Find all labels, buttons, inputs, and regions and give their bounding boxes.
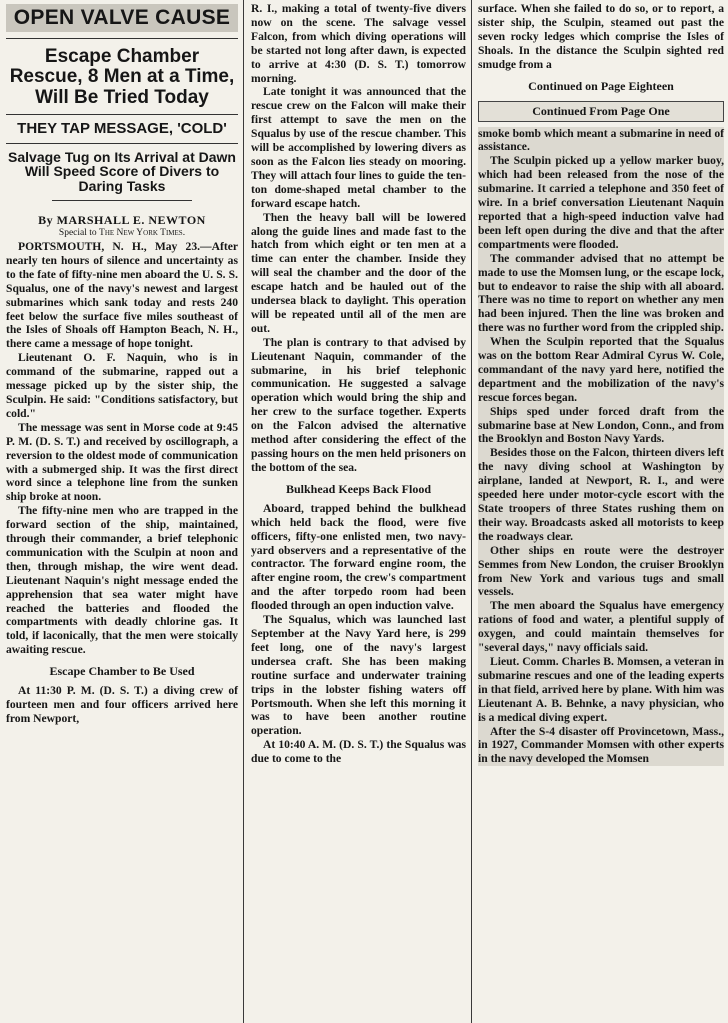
paragraph: The Sculpin picked up a yellow marker buoy, which had been released from the nose of the submarine. It carried a telephone and 350 feet of wire. In a brief conversation Lieutenant Naquin reported that a high-speed induction valve had been left open during the dive and that the after compartments were flooded. — [478, 154, 724, 251]
deck-headline-1: Escape Chamber Rescue, 8 Men at a Time, Will Be Tried Today — [9, 46, 235, 108]
paragraph: The fifty-nine men who are trapped in the forward section of the ship, maintained, through their commander, a brief telephonic communication with the Sculpin at noon and then, through mishap, the wire went dead. Lieutenant Naquin's night message ended the apprehension that sea water might have reached the batteries and flooded the compartments with deadly chlorine gas. It told, if laconically, that the men were stoically awaiting rescue. — [6, 504, 238, 657]
paragraph: smoke bomb which meant a submarine in need of assistance. — [478, 126, 724, 154]
column-1 — [0, 0, 244, 1023]
subhead-escape-chamber: Escape Chamber to Be Used — [49, 664, 195, 679]
deck-rule-1 — [6, 114, 238, 115]
paragraph: The Squalus, which was launched last September at the Navy Yard here, is 299 feet long, one of the navy's largest undersea craft. She has been making routine surface and underwater training trips in the lobster fishing waters off Portsmouth. When she left this morning it was to have been another routine operation. — [251, 613, 466, 738]
paragraph: The plan is contrary to that advised by Lieutenant Naquin, commander of the submarine, in his brief telephonic communication. He suggested a salvage operation which would bring the ship and her crew to the surface together. Experts on the Falcon advised the alternative method after considering the effect of the passing hours on the men held prisoners on the bottom of the sea. — [251, 335, 466, 474]
paragraph: After the S-4 disaster off Provincetown, Mass., in 1927, Commander Momsen with other experts in the navy developed the Momsen — [478, 724, 724, 766]
paragraph: The message was sent in Morse code at 9:45 P. M. (D. S. T.) and received by oscillograph, a reversion to the oldest mode of communication with a submerged ship. It was the first direct word since a telephone line from the sunken ship broke at noon. — [6, 420, 238, 504]
paragraph: The men aboard the Squalus have emergency rations of food and water, a plentiful supply of oxygen, and could maintain themselves for "several days," navy officials said. — [478, 599, 724, 655]
special-paper: The New York Times — [99, 228, 183, 238]
deck-rule-3 — [52, 200, 191, 201]
continued-from-note: Continued From Page One — [478, 101, 724, 122]
subhead-bulkhead: Bulkhead Keeps Back Flood — [285, 481, 432, 496]
paragraph: Ships sped under forced draft from the submarine base at New London, Conn., and from the Brooklyn and Boston Navy Yards. — [478, 404, 724, 446]
headline-rule — [6, 38, 238, 39]
paragraph: The commander advised that no attempt be made to use the Momsen lung, or the escape lock, but to endeavor to raise the ship with all aboard. There was no time to report on whether any men had been injured. Then the line was broken and there was no further word from the crippled ship. — [478, 251, 724, 335]
paragraph: Lieutenant O. F. Naquin, who is in command of the submarine, rapped out a message picked up by the sister ship, the Sculpin. He said: "Conditions satisfactory, but cold." — [6, 351, 238, 420]
continued-text-block — [478, 127, 724, 767]
paragraph: R. I., making a total of twenty-five divers now on the scene. The salvage vessel Falcon, from which diving operations will be started not long after dawn, is expected to arrive at 4:30 (D. S. T.) tomorrow morning. — [251, 2, 466, 85]
deck-rule-2 — [6, 143, 238, 144]
byline-author: By MARSHALL E. NEWTON — [38, 213, 206, 227]
paragraph: At 11:30 P. M. (D. S. T.) a diving crew of fourteen men and four officers arrived here from Newport, — [6, 684, 238, 725]
paragraph: Lieut. Comm. Charles B. Momsen, a veteran in submarine rescues and one of the leading experts in that field, arrived here by plane. With him was Lieutenant A. B. Behnke, a navy physician, who is a medical diving expert. — [478, 654, 724, 724]
deck-headline-2: THEY TAP MESSAGE, 'COLD' — [17, 119, 227, 137]
continued-on-note: Continued on Page Eighteen — [528, 78, 674, 93]
paragraph: surface. When she failed to do so, or to report, a sister ship, the Sculpin, steamed out past the seven rocky ledges which comprise the Isles of Shoals. In the distance the Sculpin sighted red smudge from a — [478, 2, 724, 71]
paragraph: Other ships en route were the destroyer Semmes from New London, the cruiser Brooklyn from New York and various tugs and small vessels. — [478, 543, 724, 599]
paragraph: Then the heavy ball will be lowered along the guide lines and made fast to the hatch from which eight or ten men at a time can enter the chamber. Inside they will seal the chamber and the door of the escape hatch and be hauled out of the undersea black to daylight. This operation will be repeated until all of the men are out. — [251, 210, 466, 335]
byline-special — [6, 228, 238, 238]
paragraph: Besides those on the Falcon, thirteen divers left the navy diving school at Washington by airplane, landed at Newport, R. I., and were speeded here under motor-cycle escort with the State troopers of three States rushing them on their way. Broadcasts asked all motorists to keep the roadways clear. — [478, 446, 724, 543]
paragraph: Late tonight it was announced that the rescue crew on the Falcon will make their first attempt to save the men on the Squalus by use of the rescue chamber. This will be accomplished by lowering divers as soon as the Falcon lies steady on mooring. They will attach four lines to guide the ten-ton dome-shaped metal chamber to the forward escape hatch. — [251, 85, 466, 210]
column-3 — [472, 0, 728, 1023]
paragraph: At 10:40 A. M. (D. S. T.) the Squalus was due to come to the — [251, 738, 466, 766]
main-headline: OPEN VALVE CAUSE — [6, 4, 238, 32]
paragraph: Aboard, trapped behind the bulkhead which held back the flood, were five officers, fifty-one enlisted men, two navy-yard observers and a representative of the contractor. The forward engine room, the after engine room, the crew's compartment and the after torpedo room had been flooded through an open induction valve. — [251, 501, 466, 613]
special-suffix: . — [182, 228, 186, 238]
paragraph: When the Sculpin reported that the Squalus was on the bottom Rear Admiral Cyrus W. Cole, commandant of the navy yard here, notified the department and the mobilization of the navy's rescue forces began. — [478, 335, 724, 404]
deck-headline-3: Salvage Tug on Its Arrival at Dawn Will Speed Score of Divers to Daring Tasks — [8, 148, 236, 195]
special-prefix: Special to — [58, 228, 100, 238]
paragraph: PORTSMOUTH, N. H., May 23.—After nearly ten hours of silence and uncertainty as to the fate of fifty-nine men aboard the U. S. S. Squalus, one of the navy's newest and largest submarines which sank today and rests 240 feet below the surface five miles southeast of the Isles of Shoals off Hampton Beach, N. H., there came a message of hope tonight. — [6, 240, 238, 351]
column-2 — [244, 0, 472, 1023]
